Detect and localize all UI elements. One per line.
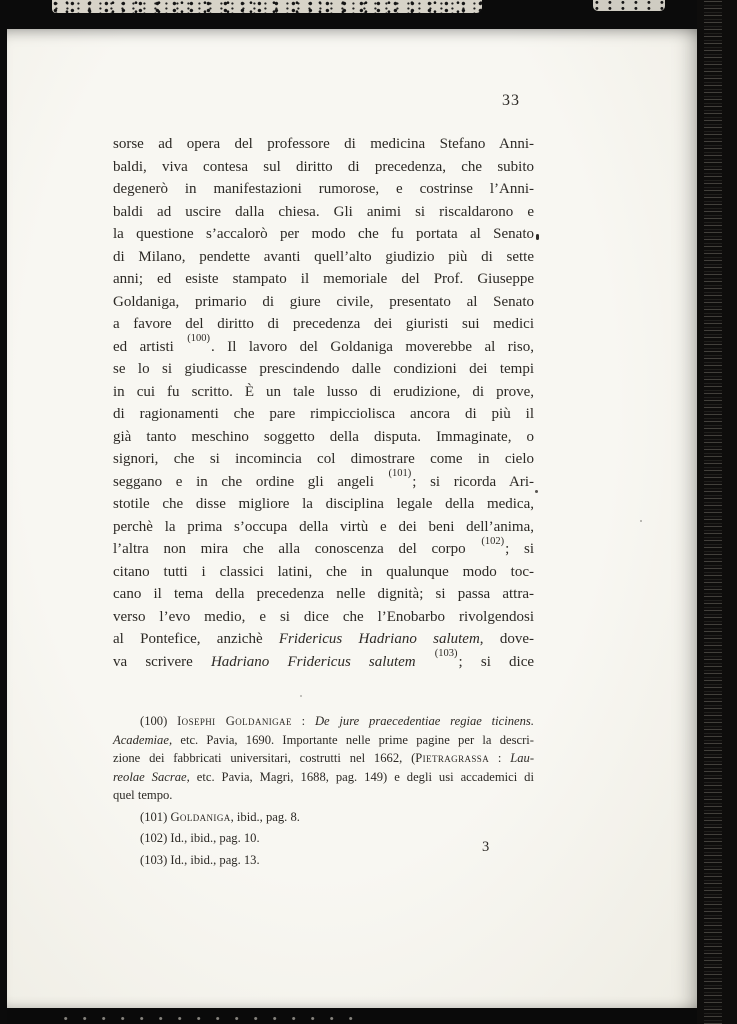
text-line: in cui fu scritto. È un tale lusso di erudizione, di prove, [113, 383, 534, 400]
text-line: seggano e in che ordine gli angeli $^{(101)}$; si ricorda Ari- [113, 468, 534, 490]
dust-speck [536, 234, 539, 240]
text-line: anni; ed esiste stampato il memoriale del Prof. Giuseppe [113, 271, 534, 287]
footnote-line: Academiae, etc. Pavia, 1690. Importante nelle prime pagine per la descri- [113, 732, 534, 747]
text-line: di Milano, pendette avanti quell’alto giudizio più di sette [113, 248, 534, 265]
body-text [113, 133, 534, 673]
dust-speck [640, 520, 642, 522]
text-line: degenerò in manifestazioni rumorose, e costrinse l’Anni- [113, 181, 534, 197]
text-line: di ragionamenti che pare rimpicciolisca ancora di più il [113, 406, 534, 422]
text-line: perchè la prima s’occupa della virtù e dei beni dell’anima, [113, 518, 534, 535]
footnote-item: (103) Id., ibid., pag. 13. [140, 852, 260, 867]
text-line: la questione s’accalorò per modo che fu portata al Senato [113, 226, 534, 242]
text-line: al Pontefice, anzichè Fridericus Hadriano salutem, dove- [113, 631, 534, 647]
page-number: 33 [502, 92, 520, 109]
footnote-line: quel tempo. [113, 788, 173, 802]
footnote-singles [113, 808, 534, 870]
text-line: stotile che disse migliore la disciplina legale della medica, [113, 496, 534, 512]
text-line: Goldaniga, primario di giure civile, presentato al Senato [113, 293, 534, 310]
text-line: ed artisti $^{(100)}$. Il lavoro del Goldaniga moverebbe al riso, [113, 333, 534, 355]
footnotes [113, 712, 534, 869]
torn-paper-edge [593, 0, 665, 11]
footnote-item: (101) Goldaniga, ibid., pag. 8. [140, 809, 300, 824]
text-line: cano il tema della precedenza nelle dignità; si passa attra- [113, 586, 534, 602]
footnote-line: (100) Iosephi Goldanigae : De jure praecedentiae regiae ticinens. [140, 714, 534, 728]
page-edge-texture [704, 0, 722, 1024]
torn-paper-edge [52, 0, 482, 13]
scan-border-right [697, 0, 737, 1024]
text-line: signori, che si incomincia col dimostrare come in cielo [113, 451, 534, 467]
dust-speck [535, 490, 538, 493]
footnote-item: (102) Id., ibid., pag. 10. [140, 831, 260, 845]
scan-border-bottom [0, 1008, 737, 1024]
text-line: l’altra non mira che alla conoscenza del corpo $^{(102)}$; si [113, 535, 534, 557]
dust-speck [300, 695, 302, 697]
text-line: baldi ad uscire dalla chiesa. Gli animi si riscaldarono e [113, 203, 534, 220]
text-line: va scrivere Hadriano Fridericus salutem $^{(103)}$; si dice [113, 648, 535, 670]
footnote-line: reolae Sacrae, etc. Pavia, Magri, 1688, pag. 149) e degli usi accademici di [113, 769, 534, 784]
footnote-100 [113, 712, 534, 805]
text-line: citano tutti i classici latini, che in qualunque modo toc- [113, 563, 534, 580]
text-line: baldi, viva contesa sul diritto di precedenza, che subito [113, 158, 534, 175]
text-line: sorse ad opera del professore di medicina Stefano Anni- [113, 136, 534, 152]
signature-mark: 3 [482, 839, 490, 855]
text-line: già tanto meschino soggetto della disputa. Immaginate, o [113, 428, 534, 445]
text-line: se lo si giudicasse prescindendo dalle condizioni dei tempi [113, 361, 534, 377]
footnote-line: zione dei fabbricati universitari, costrutti nel 1662, (Pietragrassa : Lau- [113, 751, 535, 765]
scan-border-left [0, 0, 7, 1024]
text-line: verso l’evo medio, e si dice che l’Enobarbo rivolgendosi [113, 608, 534, 625]
text-line: a favore del diritto di precedenza dei giuristi sui medici [113, 316, 534, 332]
scan-border-top [0, 0, 737, 29]
